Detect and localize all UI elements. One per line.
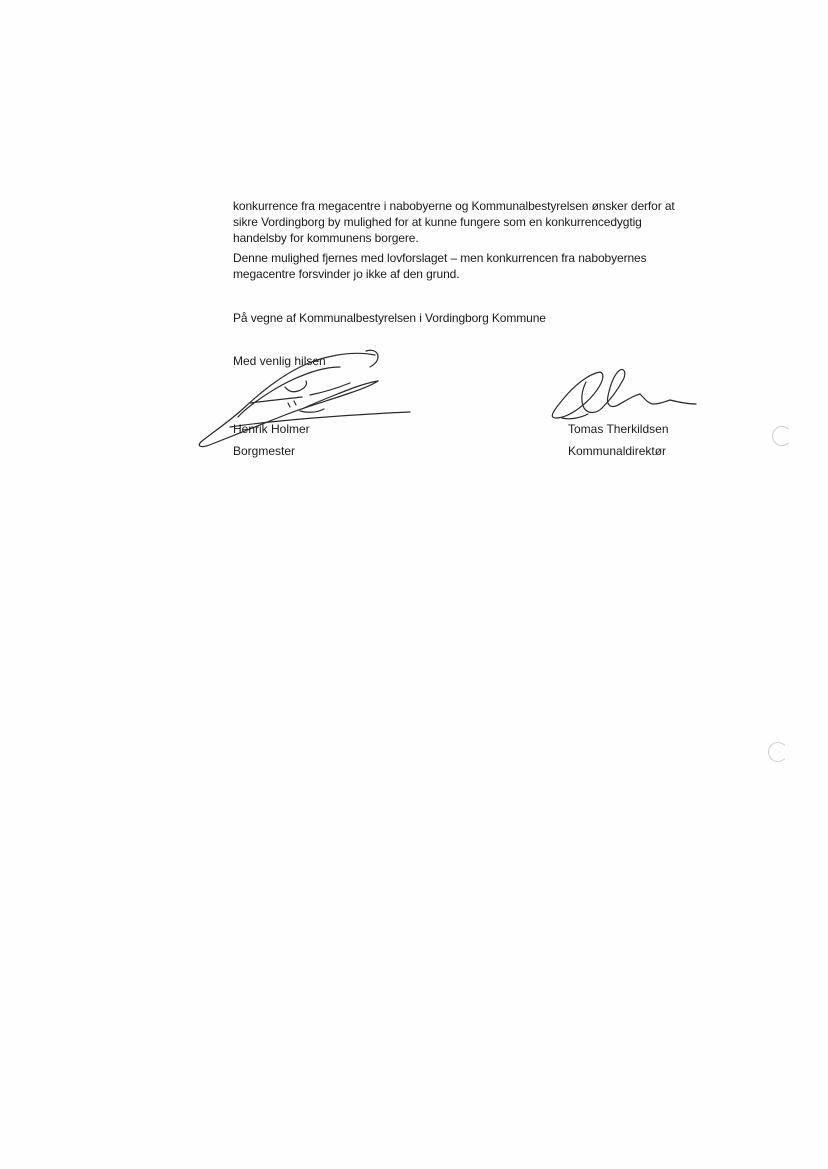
paragraph-line: Denne mulighed fjernes med lovforslaget – men konkurrencen fra nabobyernes [233,251,647,265]
paragraph-line: handelsby for kommunens borgere. [233,231,419,245]
signatory-name: Tomas Therkildsen [568,422,669,436]
signature-henrik-holmer-icon [190,345,430,455]
paragraph-line: konkurrence fra megacentre i nabobyerne og Kommunalbestyrelsen ønsker derfor at [233,199,675,213]
body-paragraph-1 [233,198,723,246]
signatory-name: Henrik Holmer [233,422,310,436]
signatory-title: Kommunaldirektør [568,444,667,458]
closing-greeting: Med venlig hilsen [233,354,326,368]
body-paragraph-2 [233,250,723,282]
on-behalf-line: På vegne af Kommunalbestyrelsen i Vordingborg Kommune [233,311,546,325]
punch-hole-icon [772,426,792,446]
signatory-title: Borgmester [233,444,296,458]
punch-hole-icon [768,742,788,762]
paragraph-line: megacentre forsvinder jo ikke af den grund. [233,267,460,281]
signature-tomas-therkildsen-icon [540,360,710,430]
paragraph-line: sikre Vordingborg by mulighed for at kunne fungere som en konkurrencedygtig [233,215,642,229]
